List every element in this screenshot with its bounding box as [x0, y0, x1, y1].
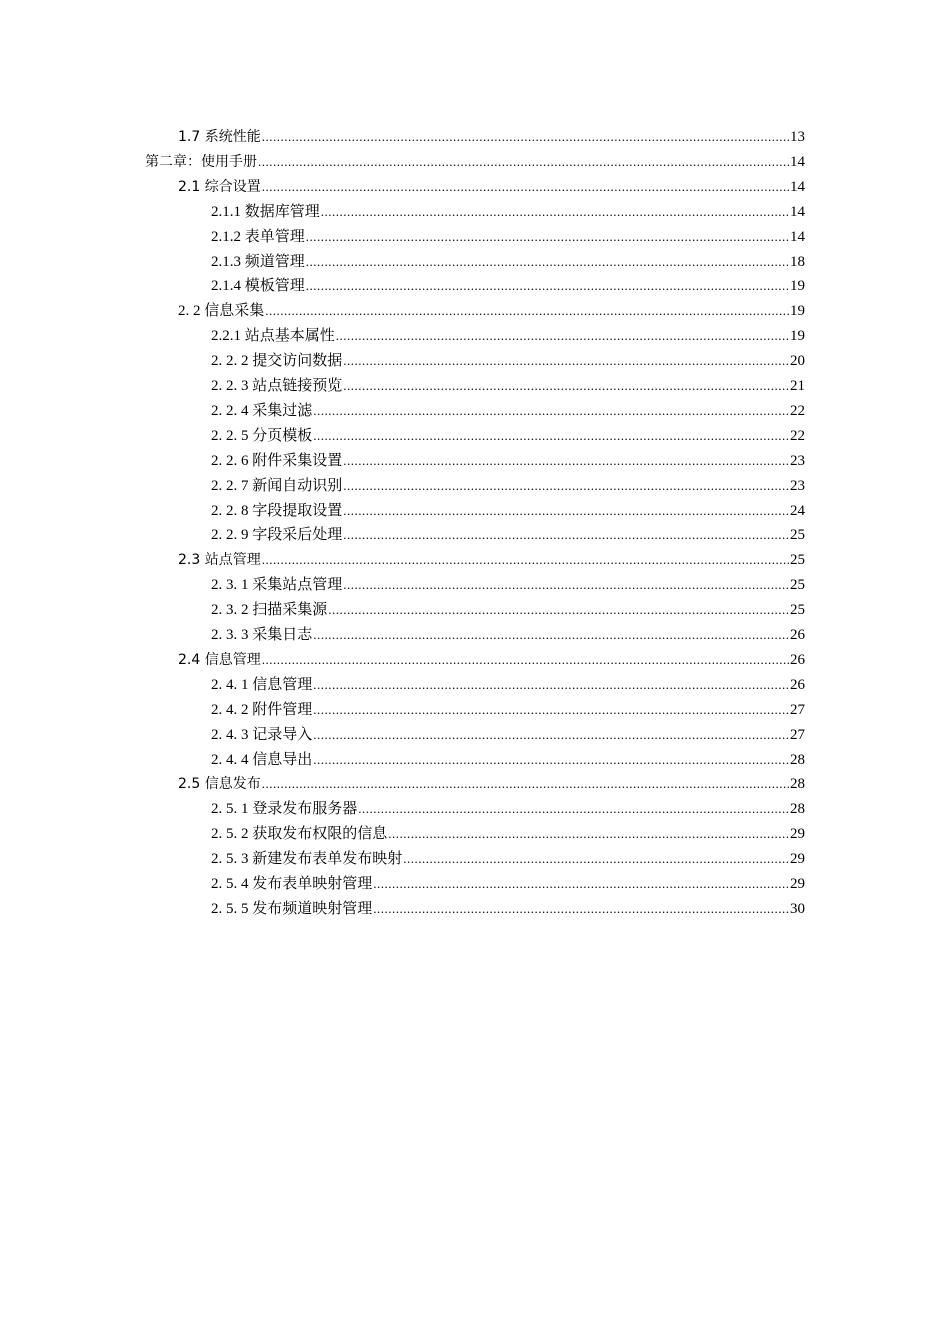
toc-entry-page-number: 25: [790, 577, 805, 594]
toc-entry-title: 2. 4. 1 信息管理: [211, 676, 313, 693]
toc-dot-leader: [313, 698, 789, 723]
toc-dot-leader: [343, 449, 789, 474]
toc-dot-leader: [313, 424, 789, 449]
toc-dot-leader: [313, 623, 789, 648]
toc-entry-page-number: 25: [790, 602, 805, 619]
toc-dot-leader: [343, 523, 789, 548]
toc-entry[interactable]: [211, 573, 805, 598]
toc-entry-page-number: 19: [790, 303, 805, 320]
toc-entry-page-number: 29: [790, 826, 805, 843]
toc-entry-title: 2. 3. 1 采集站点管理: [211, 577, 343, 594]
toc-entry-title: 2. 2 信息采集: [178, 303, 265, 320]
toc-entry-title: 2. 2. 6 附件采集设置: [211, 452, 343, 469]
toc-entry-page-number: 26: [790, 651, 805, 668]
toc-dot-leader: [328, 598, 789, 623]
toc-dot-leader: [313, 723, 789, 748]
toc-entry-page-number: 21: [790, 378, 805, 394]
toc-dot-leader: [373, 872, 789, 897]
toc-entry[interactable]: [211, 698, 805, 723]
toc-entry[interactable]: [211, 324, 805, 349]
toc-dot-leader: [321, 200, 789, 225]
toc-entry-title: 第二章：使用手册: [145, 153, 257, 170]
toc-entry-title: 2.2.1 站点基本属性: [211, 328, 335, 345]
toc-entry-page-number: 24: [790, 502, 805, 519]
toc-entry[interactable]: [211, 225, 805, 250]
toc-entry-title: 2.5 信息发布: [178, 776, 261, 793]
toc-dot-leader: [262, 175, 789, 200]
toc-entry-title: 2. 4. 4 信息导出: [211, 751, 313, 768]
toc-entry-page-number: 26: [790, 676, 805, 693]
toc-entry[interactable]: [211, 673, 805, 698]
toc-entry[interactable]: [145, 150, 805, 175]
toc-dot-leader: [306, 274, 789, 299]
toc-entry-title: 2. 2. 8 字段提取设置: [211, 502, 343, 519]
toc-dot-leader: [343, 374, 789, 399]
toc-dot-leader: [403, 847, 789, 872]
toc-entry-title: 2. 2. 2 提交访问数据: [211, 353, 343, 370]
toc-entry-page-number: 28: [790, 776, 805, 793]
toc-entry-title: 2. 2. 7 新闻自动识别: [211, 477, 343, 494]
toc-entry-page-number: 19: [790, 328, 805, 345]
toc-entry-title: 1.7 系统性能: [178, 129, 261, 145]
toc-entry-page-number: 20: [790, 353, 805, 370]
toc-entry-page-number: 23: [790, 452, 805, 469]
toc-entry-page-number: 14: [790, 178, 805, 195]
toc-entry-page-number: 25: [790, 552, 805, 569]
toc-entry[interactable]: [211, 349, 805, 374]
toc-entry[interactable]: [211, 449, 805, 474]
toc-dot-leader: [306, 250, 789, 275]
toc-entry[interactable]: [211, 847, 805, 872]
toc-entry-page-number: 22: [790, 402, 805, 419]
toc-dot-leader: [258, 150, 789, 175]
toc-entry-page-number: 27: [790, 701, 805, 718]
toc-entry[interactable]: [178, 125, 805, 150]
toc-entry-page-number: 26: [790, 627, 805, 643]
toc-entry-page-number: 22: [790, 427, 805, 444]
toc-entry-page-number: 27: [790, 726, 805, 743]
toc-dot-leader: [306, 225, 789, 250]
toc-entry-page-number: 28: [790, 801, 805, 818]
toc-entry-page-number: 29: [790, 851, 805, 868]
toc-entry[interactable]: [211, 797, 805, 822]
toc-dot-leader: [265, 299, 789, 324]
toc-dot-leader: [313, 399, 789, 424]
toc-entry-page-number: 25: [790, 527, 805, 544]
toc-entry-page-number: 14: [790, 203, 805, 220]
toc-entry[interactable]: [211, 598, 805, 623]
toc-entry-title: 2. 5. 3 新建发布表单发布映射: [211, 851, 403, 868]
toc-dot-leader: [343, 499, 789, 524]
toc-entry-page-number: 14: [790, 228, 805, 245]
toc-dot-leader: [262, 772, 789, 797]
toc-dot-leader: [336, 324, 789, 349]
toc-entry[interactable]: [211, 723, 805, 748]
toc-entry[interactable]: [211, 872, 805, 897]
toc-entry-title: 2.1.2 表单管理: [211, 228, 305, 245]
toc-entry-title: 2.1.4 模板管理: [211, 278, 305, 295]
toc-entry-title: 2. 2. 4 采集过滤: [211, 402, 313, 419]
toc-entry[interactable]: [211, 748, 805, 773]
toc-entry-page-number: 30: [790, 900, 805, 917]
toc-entry-title: 2. 2. 3 站点链接预览: [211, 378, 343, 394]
toc-entry-title: 2.1.3 频道管理: [211, 253, 305, 270]
toc-dot-leader: [343, 573, 789, 598]
toc-dot-leader: [343, 474, 789, 499]
toc-entry[interactable]: [211, 274, 805, 299]
toc-entry[interactable]: [211, 250, 805, 275]
toc-entry-title: 2.4 信息管理: [178, 651, 261, 668]
toc-entry[interactable]: [211, 822, 805, 847]
toc-entry-title: 2.1.1 数据库管理: [211, 203, 320, 220]
toc-entry-title: 2. 4. 2 附件管理: [211, 701, 313, 718]
toc-entry[interactable]: [178, 299, 805, 324]
toc-entry[interactable]: [211, 623, 805, 648]
toc-entry-title: 2.3 站点管理: [178, 552, 261, 569]
toc-entry[interactable]: [211, 499, 805, 524]
toc-entry-title: 2. 3. 2 扫描采集源: [211, 602, 328, 619]
toc-entry[interactable]: [211, 424, 805, 449]
toc-entry-page-number: 23: [790, 477, 805, 494]
toc-dot-leader: [262, 125, 789, 150]
toc-dot-leader: [388, 822, 789, 847]
toc-entry-title: 2. 5. 1 登录发布服务器: [211, 801, 358, 818]
toc-entry-page-number: 13: [790, 129, 805, 145]
toc-entry-page-number: 18: [790, 253, 805, 270]
toc-dot-leader: [262, 548, 789, 573]
toc-dot-leader: [373, 897, 789, 922]
toc-entry-title: 2. 4. 3 记录导入: [211, 726, 313, 743]
toc-entry-title: 2. 2. 5 分页模板: [211, 427, 313, 444]
toc-entry[interactable]: [178, 648, 805, 673]
toc-entry-page-number: 28: [790, 751, 805, 768]
toc-entry[interactable]: [211, 399, 805, 424]
toc-entry[interactable]: [178, 548, 805, 573]
toc-entry[interactable]: [178, 175, 805, 200]
toc-entry-page-number: 14: [790, 153, 805, 170]
toc-dot-leader: [262, 648, 789, 673]
toc-entry-page-number: 29: [790, 876, 805, 892]
toc-entry[interactable]: [211, 897, 805, 922]
toc-entry[interactable]: [211, 523, 805, 548]
toc-entry[interactable]: [211, 200, 805, 225]
toc-entry[interactable]: [178, 772, 805, 797]
toc-dot-leader: [313, 673, 789, 698]
toc-entry-title: 2. 5. 4 发布表单映射管理: [211, 876, 373, 892]
toc-dot-leader: [358, 797, 789, 822]
toc-dot-leader: [313, 748, 789, 773]
toc-entry[interactable]: [211, 474, 805, 499]
toc-entry-title: 2.1 综合设置: [178, 178, 261, 195]
toc-entry[interactable]: [211, 374, 805, 399]
toc-entry-title: 2. 2. 9 字段采后处理: [211, 527, 343, 544]
toc-entry-title: 2. 5. 5 发布频道映射管理: [211, 900, 373, 917]
toc-dot-leader: [343, 349, 789, 374]
toc-entry-title: 2. 5. 2 获取发布权限的信息: [211, 826, 388, 843]
toc-entry-page-number: 19: [790, 278, 805, 295]
toc-entry-title: 2. 3. 3 采集日志: [211, 627, 313, 643]
